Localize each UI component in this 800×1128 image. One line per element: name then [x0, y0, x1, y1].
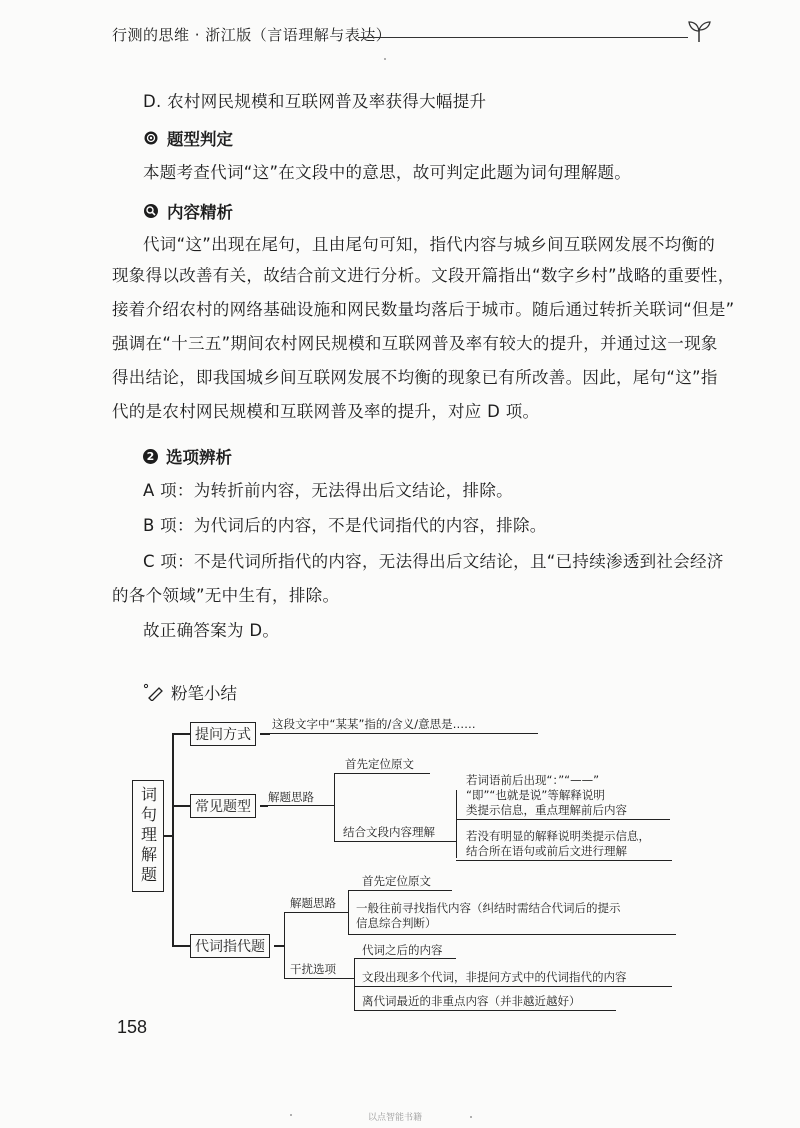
scan-speck	[290, 1114, 292, 1116]
running-header-title: 行测的思维 · 浙江版（言语理解与表达）	[112, 26, 392, 44]
chalk-icon	[143, 683, 165, 701]
mindmap-leaf: 首先定位原文	[345, 757, 414, 771]
paragraph-line: 强调在“十三五”期间农村网民规模和互联网普及率有较大的提升，并通过这一现象	[112, 334, 718, 353]
mindmap-underline	[334, 841, 456, 842]
footer-stamp: 以点智能书籍	[368, 1113, 423, 1123]
mindmap-connector	[284, 912, 285, 978]
mindmap-leaf: 离代词最近的非重点内容（并非越近越好）	[362, 994, 581, 1008]
scan-speck	[470, 1116, 472, 1118]
option-d-text: D. 农村网民规模和互联网普及率获得大幅提升	[143, 92, 487, 111]
section-title: 内容精析	[167, 203, 233, 222]
mindmap-node-pronoun: 代词指代题	[190, 934, 270, 958]
mindmap-tip-line: 若词语前后出现“：”“——”	[466, 773, 600, 787]
section-heading-analysis	[143, 199, 233, 223]
mindmap-connector	[172, 945, 190, 947]
mindmap-underline	[266, 805, 334, 806]
mindmap-underline	[354, 986, 672, 987]
section-title: 题型判定	[167, 130, 233, 149]
mindmap-leaf: 文段出现多个代词，非提问方式中的代词指代的内容	[362, 970, 627, 984]
mindmap-method-label: 解题思路	[268, 790, 314, 804]
mindmap-leaf: 信息综合判断）	[356, 916, 437, 930]
mindmap-connector	[172, 805, 190, 807]
summary-title: 粉笔小结	[171, 684, 237, 703]
mindmap-connector	[334, 773, 335, 841]
mindmap-node-common: 常见题型	[190, 794, 256, 818]
mindmap-underline	[284, 912, 348, 913]
mindmap-tip-line: 若没有明显的解释说明类提示信息，	[466, 829, 650, 843]
paragraph-line: 现象得以改善有关，故结合前文进行分析。文段开篇指出“数字乡村”战略的重要性，	[112, 266, 735, 285]
mindmap-underline	[334, 773, 430, 774]
number-2-icon: 2	[143, 449, 158, 464]
paragraph-line: 的各个领域”无中生有，排除。	[112, 586, 340, 605]
paragraph-line: 接着介绍农村的网络基础设施和网民数量均落后于城市。随后通过转折关联词“但是”	[112, 300, 735, 319]
gear-icon	[143, 130, 159, 146]
mindmap-method-label: 解题思路	[290, 896, 336, 910]
mindmap-leaf: 这段文字中“某某”指的/含义/意思是……	[272, 717, 476, 731]
paragraph-line: 得出结论，即我国城乡间互联网发展不均衡的现象已有所改善。因此，尾句“这”指	[112, 368, 718, 387]
mindmap-leaf: 结合文段内容理解	[343, 825, 435, 839]
mindmap-underline	[348, 890, 452, 891]
mindmap-connector	[274, 945, 284, 947]
paragraph-line: C 项：不是代词所指代的内容，无法得出后文结论，且“已持续渗透到社会经济	[143, 552, 724, 571]
paragraph-line: 故正确答案为 D。	[143, 621, 280, 640]
mindmap-leaf: 首先定位原文	[362, 874, 431, 888]
mindmap-tip-line: 结合所在语句或前后文进行理解	[466, 844, 627, 858]
section-heading-type	[143, 126, 233, 150]
mindmap-underline	[456, 819, 670, 820]
mindmap-tip-line: “即”“也就是说”等解释说明	[466, 788, 605, 802]
mindmap-connector	[172, 733, 190, 735]
paragraph-line: 代的是农村网民规模和互联网普及率的提升，对应 D 项。	[112, 402, 540, 421]
mindmap-underline	[354, 958, 456, 959]
mindmap-underline	[456, 860, 672, 861]
sprout-icon	[686, 18, 712, 44]
mindmap-connector	[348, 890, 349, 934]
magnifier-icon	[143, 203, 159, 219]
mindmap-underline	[284, 978, 354, 979]
mindmap-underline	[348, 934, 676, 935]
mindmap-connector	[354, 958, 355, 1010]
page-number: 158	[117, 1017, 148, 1037]
mindmap-connector	[456, 790, 457, 858]
mindmap-leaf: 一般往前寻找指代内容（纠结时需结合代词后的提示	[356, 901, 621, 915]
summary-heading	[143, 680, 237, 704]
mindmap-root: 词句理解题	[132, 780, 164, 892]
mindmap-distractor-label: 干扰选项	[290, 962, 336, 976]
scan-speck	[384, 58, 386, 60]
paragraph-line: 本题考查代词“这”在文段中的意思，故可判定此题为词句理解题。	[143, 163, 632, 182]
paragraph-line: A 项：为转折前内容，无法得出后文结论，排除。	[143, 481, 513, 500]
mindmap-leaf: 代词之后的内容	[362, 943, 443, 957]
mindmap-tip-line: 类提示信息，重点理解前后内容	[466, 803, 627, 817]
mindmap-node-ask: 提问方式	[190, 722, 256, 746]
mindmap-connector	[260, 733, 270, 735]
mindmap-underline	[354, 1010, 616, 1011]
mindmap-underline	[270, 733, 538, 734]
paragraph-line: 代词“这”出现在尾句，且由尾句可知，指代内容与城乡间互联网发展不均衡的	[143, 235, 716, 254]
section-title: 选项辨析	[166, 448, 232, 467]
section-heading-options	[143, 444, 232, 468]
mindmap-connector	[172, 733, 174, 945]
paragraph-line: B 项：为代词后的内容，不是代词指代的内容，排除。	[143, 516, 547, 535]
header-rule	[358, 37, 688, 38]
